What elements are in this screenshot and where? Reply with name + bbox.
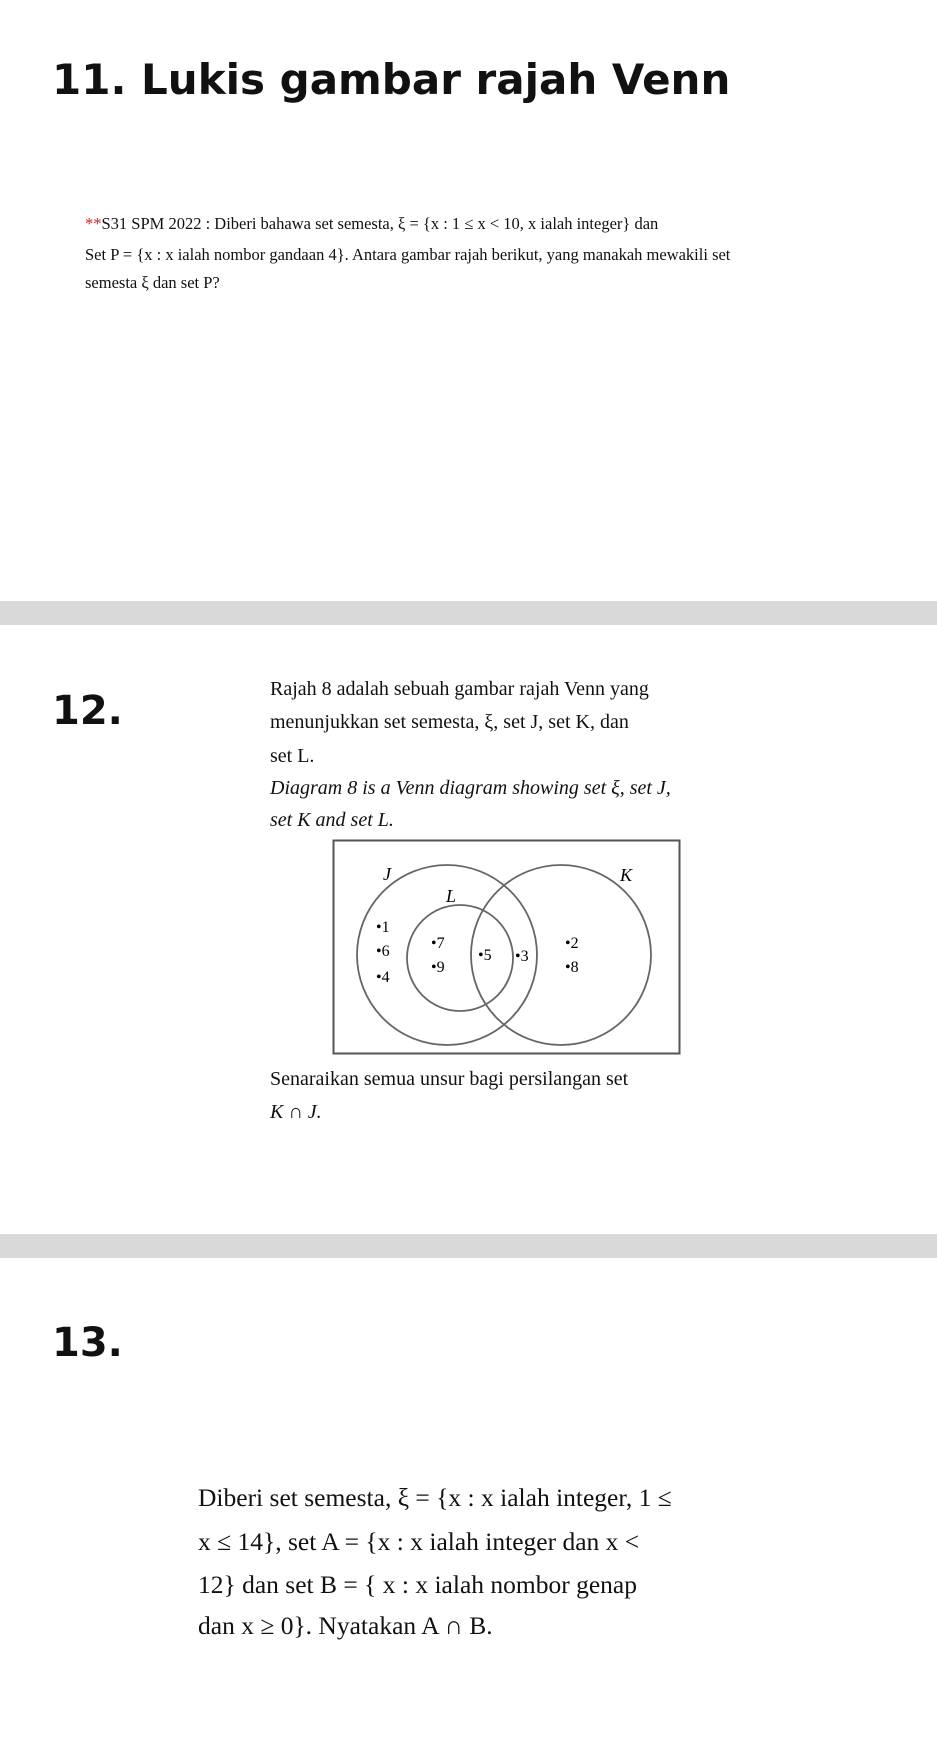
q11-line-1 <box>85 214 658 234</box>
q12-line-2: menunjukkan set semesta, ξ, set J, set K, dan <box>270 711 629 733</box>
label-j: J <box>383 864 391 884</box>
element-6: •6 <box>376 943 390 960</box>
q11-line-2: Set P = {x : x ialah nombor gandaan 4}. Antara gambar rajah berikut, yang manakah mewakili set <box>85 245 731 264</box>
venn-diagram <box>330 836 684 1058</box>
element-5: •5 <box>478 947 492 964</box>
element-8: •8 <box>565 959 579 976</box>
q13-line-1: Diberi set semesta, ξ = {x : x ialah integer, 1 ≤ <box>198 1483 672 1512</box>
question-12-number: 12. <box>52 688 123 734</box>
set-k-circle <box>471 865 651 1045</box>
q12-line-7: K ∩ J. <box>270 1101 322 1123</box>
q11-line-1-text: S31 SPM 2022 : Diberi bahawa set semesta, ξ = {x : 1 ≤ x < 10, x ialah integer} dan <box>101 214 659 233</box>
section-divider <box>0 601 937 625</box>
q12-line-5: set K and set L. <box>270 809 394 831</box>
q13-line-3: 12} dan set B = { x : x ialah nombor genap <box>198 1570 637 1599</box>
q12-line-4: Diagram 8 is a Venn diagram showing set ξ, set J, <box>270 777 671 799</box>
label-k: K <box>620 865 633 885</box>
element-9: •9 <box>431 959 445 976</box>
question-11-title: 11. Lukis gambar rajah Venn <box>52 55 731 104</box>
element-2: •2 <box>565 935 579 952</box>
q12-line-3: set L. <box>270 745 315 767</box>
element-3: •3 <box>515 948 529 965</box>
q13-line-4: dan x ≥ 0}. Nyatakan A ∩ B. <box>198 1611 493 1640</box>
element-7: •7 <box>431 935 445 952</box>
label-l: L <box>446 886 457 906</box>
q12-line-1: Rajah 8 adalah sebuah gambar rajah Venn yang <box>270 678 649 700</box>
element-4: •4 <box>376 969 390 986</box>
q12-line-6: Senaraikan semua unsur bagi persilangan set <box>270 1068 629 1090</box>
q11-line-3: semesta ξ dan set P? <box>85 273 220 292</box>
q11-stars: ** <box>85 214 102 233</box>
element-1: •1 <box>376 919 390 936</box>
section-divider <box>0 1234 937 1258</box>
q13-line-2: x ≤ 14}, set A = {x : x ialah integer dan x < <box>198 1527 640 1556</box>
question-13-number: 13. <box>52 1320 123 1366</box>
set-l-circle <box>407 905 513 1011</box>
